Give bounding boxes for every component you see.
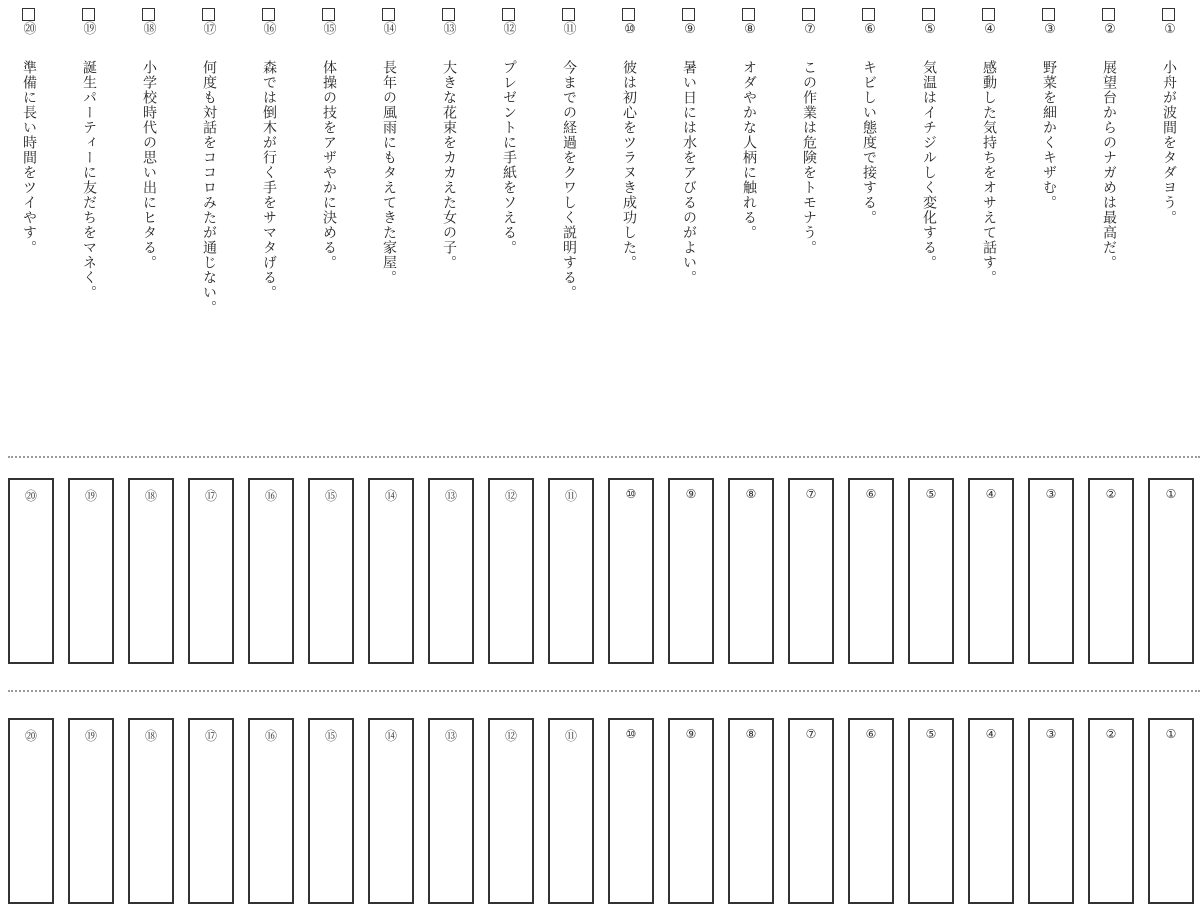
question-18 [130,8,170,348]
question-number: ⑭ [383,22,397,37]
middle-divider [8,690,1200,692]
question-4 [970,8,1010,348]
answer-box-7[interactable] [788,478,834,664]
question-sentence: 今までの経過をクワしく説明する。 [561,60,577,300]
question-checkbox[interactable] [682,8,695,21]
answer-number: ⑩ [625,487,637,501]
question-13 [430,8,470,348]
answer-box-11[interactable] [548,718,594,904]
question-9 [670,8,710,348]
question-14 [370,8,410,348]
answer-box-19[interactable] [68,718,114,904]
answer-number: ① [1165,727,1177,741]
answer-box-10[interactable] [608,478,654,664]
answer-number: ④ [985,727,997,741]
question-checkbox[interactable] [382,8,395,21]
answer-box-12[interactable] [488,478,534,664]
answer-box-16[interactable] [248,718,294,904]
question-number: ⑰ [203,22,217,37]
answer-number: ⑧ [745,487,757,501]
answer-box-18[interactable] [128,718,174,904]
answer-number: ② [1105,727,1117,741]
question-number: ⑪ [563,22,577,37]
answer-box-14[interactable] [368,718,414,904]
answer-box-5[interactable] [908,718,954,904]
question-checkbox[interactable] [262,8,275,21]
answer-number: ⑬ [444,489,457,503]
question-checkbox[interactable] [142,8,155,21]
answer-number: ⑱ [144,489,157,503]
answer-box-8[interactable] [728,478,774,664]
answer-number: ⑳ [24,489,37,503]
question-sentence: 何度も対話をココロみたが通じない。 [201,60,217,315]
answer-box-19[interactable] [68,478,114,664]
question-checkbox[interactable] [442,8,455,21]
answer-number: ⑲ [84,729,97,743]
answer-box-5[interactable] [908,478,954,664]
answer-number: ⑱ [144,729,157,743]
answer-number: ⑪ [564,489,577,503]
question-sentence: 小学校時代の思い出にヒタる。 [141,60,157,270]
question-sentence: プレゼントに手紙をソえる。 [501,60,517,255]
answer-box-2[interactable] [1088,478,1134,664]
question-6 [850,8,890,348]
answer-box-15[interactable] [308,718,354,904]
answer-number: ⑥ [865,487,877,501]
question-number: ⑨ [684,22,696,37]
answer-box-4[interactable] [968,718,1014,904]
answer-box-10[interactable] [608,718,654,904]
question-number: ① [1164,22,1176,37]
question-number: ⑧ [744,22,756,37]
question-number: ⑥ [864,22,876,37]
answer-number: ⑰ [204,729,217,743]
answer-box-17[interactable] [188,718,234,904]
answer-number: ⑯ [264,489,277,503]
question-sentence: 小舟が波間をタダヨう。 [1161,60,1177,225]
question-8 [730,8,770,348]
answer-box-13[interactable] [428,478,474,664]
answer-box-11[interactable] [548,478,594,664]
answer-number: ⑮ [324,729,337,743]
question-5 [910,8,950,348]
question-checkbox[interactable] [982,8,995,21]
question-checkbox[interactable] [202,8,215,21]
answer-box-16[interactable] [248,478,294,664]
question-checkbox[interactable] [1102,8,1115,21]
answer-box-9[interactable] [668,718,714,904]
question-2 [1090,8,1130,348]
question-checkbox[interactable] [622,8,635,21]
answer-number: ⑫ [504,489,517,503]
answer-box-8[interactable] [728,718,774,904]
answer-number: ⑬ [444,729,457,743]
question-number: ⑳ [23,22,37,37]
answer-number: ① [1165,487,1177,501]
question-checkbox[interactable] [862,8,875,21]
answer-box-13[interactable] [428,718,474,904]
question-sentence: キビしい態度で接する。 [861,60,877,225]
question-sentence: 気温はイチジルしく変化する。 [921,60,937,270]
answer-number: ⑭ [384,489,397,503]
answer-box-3[interactable] [1028,478,1074,664]
question-number: ⑬ [443,22,457,37]
answer-number: ⑩ [625,727,637,741]
question-sentence: 感動した気持ちをオサえて話す。 [981,60,997,285]
question-sentence: 森では倒木が行く手をサマタげる。 [261,60,277,300]
answer-box-17[interactable] [188,478,234,664]
answer-number: ② [1105,487,1117,501]
answer-box-14[interactable] [368,478,414,664]
question-number: ③ [1044,22,1056,37]
question-checkbox[interactable] [82,8,95,21]
answer-number: ⑨ [685,487,697,501]
answer-number: ⑯ [264,729,277,743]
answer-number: ⑲ [84,489,97,503]
answer-number: ⑦ [805,487,817,501]
question-sentence: 野菜を細かくキザむ。 [1041,60,1057,210]
question-number: ⑯ [263,22,277,37]
answer-number: ⑨ [685,727,697,741]
question-16 [250,8,290,348]
answer-box-1[interactable] [1148,478,1194,664]
answer-number: ⑧ [745,727,757,741]
question-checkbox[interactable] [922,8,935,21]
answer-number: ⑪ [564,729,577,743]
question-sentence: 準備に長い時間をツイやす。 [21,60,37,255]
question-sentence: 長年の風雨にもタえてきた家屋。 [381,60,397,285]
question-3 [1030,8,1070,348]
answer-box-2[interactable] [1088,718,1134,904]
question-number: ② [1104,22,1116,37]
answer-number: ⑳ [24,729,37,743]
answer-number: ⑦ [805,727,817,741]
question-sentence: 大きな花束をカカえた女の子。 [441,60,457,270]
question-sentence: 体操の技をアザやかに決める。 [321,60,337,270]
question-sentence: 暑い日には水をアびるのがよい。 [681,60,697,285]
answer-number: ⑰ [204,489,217,503]
answer-number: ④ [985,487,997,501]
question-sentence: オダやかな人柄に触れる。 [741,60,757,240]
question-number: ⑫ [503,22,517,37]
question-11 [550,8,590,348]
answer-box-4[interactable] [968,478,1014,664]
answer-box-1[interactable] [1148,718,1194,904]
question-checkbox[interactable] [322,8,335,21]
answer-box-3[interactable] [1028,718,1074,904]
answer-number: ⑫ [504,729,517,743]
answer-box-9[interactable] [668,478,714,664]
question-checkbox[interactable] [502,8,515,21]
question-12 [490,8,530,348]
question-checkbox[interactable] [742,8,755,21]
answer-box-7[interactable] [788,718,834,904]
question-checkbox[interactable] [1162,8,1175,21]
question-sentence: 誕生パーティーに友だちをマネく。 [81,60,97,300]
answer-box-15[interactable] [308,478,354,664]
question-sentence: 展望台からのナガめは最高だ。 [1101,60,1117,270]
question-sentence: この作業は危険をトモナう。 [801,60,817,255]
answer-number: ③ [1045,487,1057,501]
answer-number: ③ [1045,727,1057,741]
answer-box-18[interactable] [128,478,174,664]
answer-box-20[interactable] [8,478,54,664]
answer-number: ⑭ [384,729,397,743]
answer-box-20[interactable] [8,718,54,904]
question-number: ⑩ [624,22,636,37]
question-number: ④ [984,22,996,37]
question-checkbox[interactable] [1042,8,1055,21]
answer-box-12[interactable] [488,718,534,904]
question-7 [790,8,830,348]
question-10 [610,8,650,348]
question-15 [310,8,350,348]
answer-number: ⑮ [324,489,337,503]
question-1 [1150,8,1190,348]
question-number: ⑦ [804,22,816,37]
question-sentence: 彼は初心をツラヌき成功した。 [621,60,637,270]
question-number: ⑤ [924,22,936,37]
question-number: ⑲ [83,22,97,37]
question-checkbox[interactable] [562,8,575,21]
answer-number: ⑥ [865,727,877,741]
question-number: ⑱ [143,22,157,37]
answer-number: ⑤ [925,487,937,501]
question-20 [10,8,50,348]
question-17 [190,8,230,348]
question-number: ⑮ [323,22,337,37]
top-divider [8,456,1200,458]
answer-box-6[interactable] [848,478,894,664]
answer-box-6[interactable] [848,718,894,904]
answer-number: ⑤ [925,727,937,741]
question-checkbox[interactable] [802,8,815,21]
question-19 [70,8,110,348]
question-checkbox[interactable] [22,8,35,21]
